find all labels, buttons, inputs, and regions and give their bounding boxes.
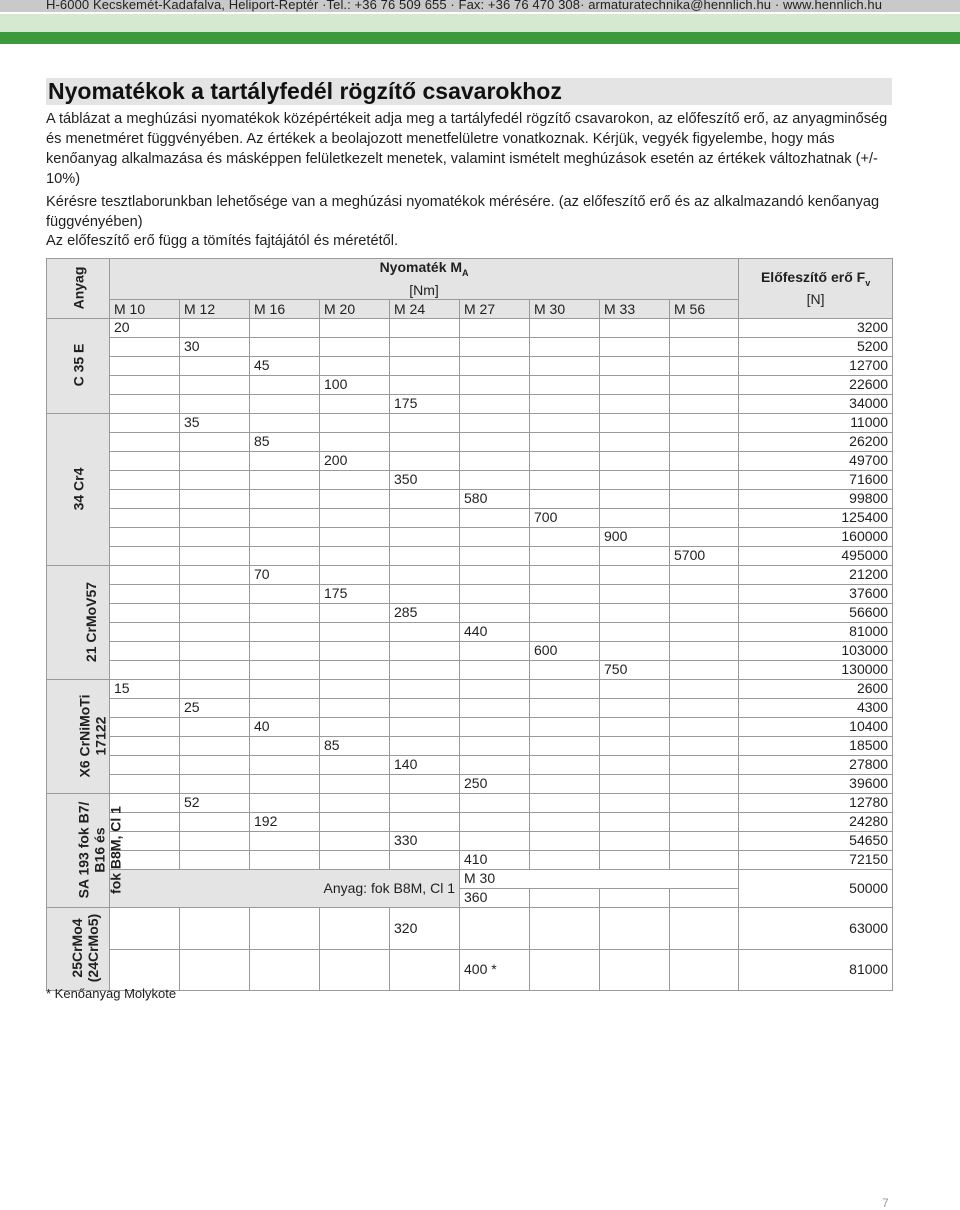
force-cell: 21200: [739, 565, 893, 584]
table-row: [47, 949, 893, 990]
table-row: [47, 432, 893, 451]
torque-subscript: A: [462, 267, 469, 278]
material-header-label: Anyag: [69, 266, 86, 310]
table-row: [47, 394, 893, 413]
table-row: [47, 660, 893, 679]
table-row: [47, 489, 893, 508]
torque-cell: 175: [320, 584, 390, 603]
page-number: 7: [882, 1196, 889, 1210]
torque-table: [46, 258, 893, 991]
force-cell: 18500: [739, 736, 893, 755]
table-row: [47, 375, 893, 394]
footnote: * Kenőanyag Molykote: [46, 986, 177, 1001]
torque-cell: 15: [110, 679, 180, 698]
table-row: [47, 337, 893, 356]
torque-cell: 750: [600, 660, 670, 679]
size-header: M 10: [110, 299, 180, 318]
torque-cell: 140: [390, 755, 460, 774]
force-cell: 12780: [739, 793, 893, 812]
intro-paragraph: A táblázat a meghúzási nyomatékok középértékeit adja meg a tartályfedél rögzítő csavarokon, az előfeszítő erő, az anyagminőség és menetméret függvényében. Az értékek a beolajozott menetfelületre vonatkoznak. Kérjük, vegyék figyelembe, hogy más kenőanyag alkalmazása és másképpen felületkezelt menetek, valamint ismételt meghúzások esetén az értékek változhatnak (+/- 10%): [46, 111, 888, 187]
force-label: Előfeszítő erő F: [760, 268, 866, 285]
torque-cell: 30: [180, 337, 250, 356]
force-cell: 49700: [739, 451, 893, 470]
force-cell: 71600: [739, 470, 893, 489]
torque-header: [110, 259, 739, 300]
torque-cell: 35: [180, 413, 250, 432]
force-cell: 81000: [739, 949, 893, 990]
force-subscript: v: [865, 277, 871, 288]
contact-info: H-6000 Kecskemét-Kadafalva, Heliport-Reptér ·Tel.: +36 76 509 655 · Fax: +36 76 470 308· armaturatechnika@hennlich.hu · www.hennlich.hu: [46, 0, 883, 12]
torque-unit: [Nm]: [409, 281, 439, 298]
b8m-note: Anyag: fok B8M, Cl 1: [110, 869, 460, 907]
force-cell: 130000: [739, 660, 893, 679]
test-lab-paragraph: Kérésre tesztlaborunkban lehetősége van a meghúzási nyomatékok mérésére. (az előfeszítő erő és az alkalmazandó kenőanyag függvényében): [46, 194, 880, 230]
material-25crmo4: 25CrMo4 (24CrMo5): [47, 907, 110, 990]
force-header: [739, 259, 893, 319]
force-cell: 22600: [739, 375, 893, 394]
table-row: [47, 736, 893, 755]
material-x6crnimoti: X6 CrNiMoTi 17122: [47, 679, 110, 793]
table-row: [47, 413, 893, 432]
table-row: [47, 546, 893, 565]
table-row: [47, 584, 893, 603]
header-stripe-light: [0, 14, 960, 32]
torque-cell: 440: [460, 622, 530, 641]
torque-cell: 40: [250, 717, 320, 736]
force-cell: 50000: [739, 869, 893, 907]
torque-cell: 350: [390, 470, 460, 489]
force-cell: 72150: [739, 850, 893, 869]
torque-cell: 70: [250, 565, 320, 584]
contact-bar: [0, 0, 960, 12]
force-cell: 160000: [739, 527, 893, 546]
table-row: [47, 622, 893, 641]
force-cell: 37600: [739, 584, 893, 603]
material-c35e: C 35 E: [47, 318, 110, 413]
force-unit: [N]: [806, 291, 825, 308]
force-cell: 495000: [739, 546, 893, 565]
table-row: [47, 565, 893, 584]
table-row: [47, 318, 893, 337]
torque-cell: 85: [320, 736, 390, 755]
torque-cell: 700: [530, 508, 600, 527]
force-cell: 10400: [739, 717, 893, 736]
table-row: [47, 831, 893, 850]
size-header: M 33: [600, 299, 670, 318]
force-cell: 103000: [739, 641, 893, 660]
torque-cell: 175: [390, 394, 460, 413]
size-header: M 24: [390, 299, 460, 318]
torque-cell: 320: [390, 907, 460, 949]
table-row: [47, 641, 893, 660]
size-cell: M 30: [460, 869, 739, 888]
force-cell: 2600: [739, 679, 893, 698]
page-title: Nyomatékok a tartályfedél rögzítő csavarokhoz: [46, 78, 892, 105]
torque-cell: 330: [390, 831, 460, 850]
torque-cell: 600: [530, 641, 600, 660]
table-row: [47, 451, 893, 470]
force-cell: 63000: [739, 907, 893, 949]
size-header: M 16: [250, 299, 320, 318]
material-column-header: [47, 259, 110, 319]
torque-cell: 250: [460, 774, 530, 793]
force-cell: 24280: [739, 812, 893, 831]
torque-label: Nyomaték M: [379, 259, 463, 275]
torque-cell: 5700: [670, 546, 739, 565]
force-cell: 39600: [739, 774, 893, 793]
header-stripe-dark: [0, 32, 960, 44]
torque-cell: 410: [460, 850, 530, 869]
torque-cell: 580: [460, 489, 530, 508]
table-row: [47, 527, 893, 546]
size-header: M 27: [460, 299, 530, 318]
table-row: [47, 508, 893, 527]
table-row: [47, 869, 893, 888]
preload-note-paragraph: Az előfeszítő erő függ a tömítés fajtájától és méretétől.: [46, 233, 399, 249]
torque-cell: 100: [320, 375, 390, 394]
force-cell: 26200: [739, 432, 893, 451]
table-row: [47, 907, 893, 949]
table-row: [47, 698, 893, 717]
force-cell: 56600: [739, 603, 893, 622]
force-cell: 81000: [739, 622, 893, 641]
size-header: M 12: [180, 299, 250, 318]
force-cell: 4300: [739, 698, 893, 717]
torque-cell: 20: [110, 318, 180, 337]
torque-cell: 900: [600, 527, 670, 546]
table-row: [47, 812, 893, 831]
table-row: [47, 679, 893, 698]
torque-cell: 285: [390, 603, 460, 622]
force-cell: 5200: [739, 337, 893, 356]
force-cell: 3200: [739, 318, 893, 337]
table-row: [47, 850, 893, 869]
torque-cell: 52: [180, 793, 250, 812]
table-row: [47, 356, 893, 375]
force-cell: 11000: [739, 413, 893, 432]
force-cell: 34000: [739, 394, 893, 413]
table-row: [47, 717, 893, 736]
force-cell: 99800: [739, 489, 893, 508]
table-row: [47, 603, 893, 622]
torque-cell: 192: [250, 812, 320, 831]
torque-cell: 85: [250, 432, 320, 451]
force-cell: 54650: [739, 831, 893, 850]
force-cell: 27800: [739, 755, 893, 774]
torque-cell: 400 *: [460, 949, 530, 990]
material-34cr4: 34 Cr4: [47, 413, 110, 565]
force-cell: 12700: [739, 356, 893, 375]
force-cell: 125400: [739, 508, 893, 527]
material-21crmov57: 21 CrMoV57: [47, 565, 110, 679]
size-header: M 30: [530, 299, 600, 318]
table-row: [47, 774, 893, 793]
table-row: [47, 755, 893, 774]
size-header: M 56: [670, 299, 739, 318]
torque-cell: 25: [180, 698, 250, 717]
table-row: [47, 793, 893, 812]
torque-cell: 360: [460, 888, 530, 907]
torque-cell: 45: [250, 356, 320, 375]
torque-cell: 200: [320, 451, 390, 470]
size-header: M 20: [320, 299, 390, 318]
table-row: [47, 470, 893, 489]
material-sa193: SA 193 fok B7/ B16 és fok B8M, Cl 1: [47, 793, 110, 907]
